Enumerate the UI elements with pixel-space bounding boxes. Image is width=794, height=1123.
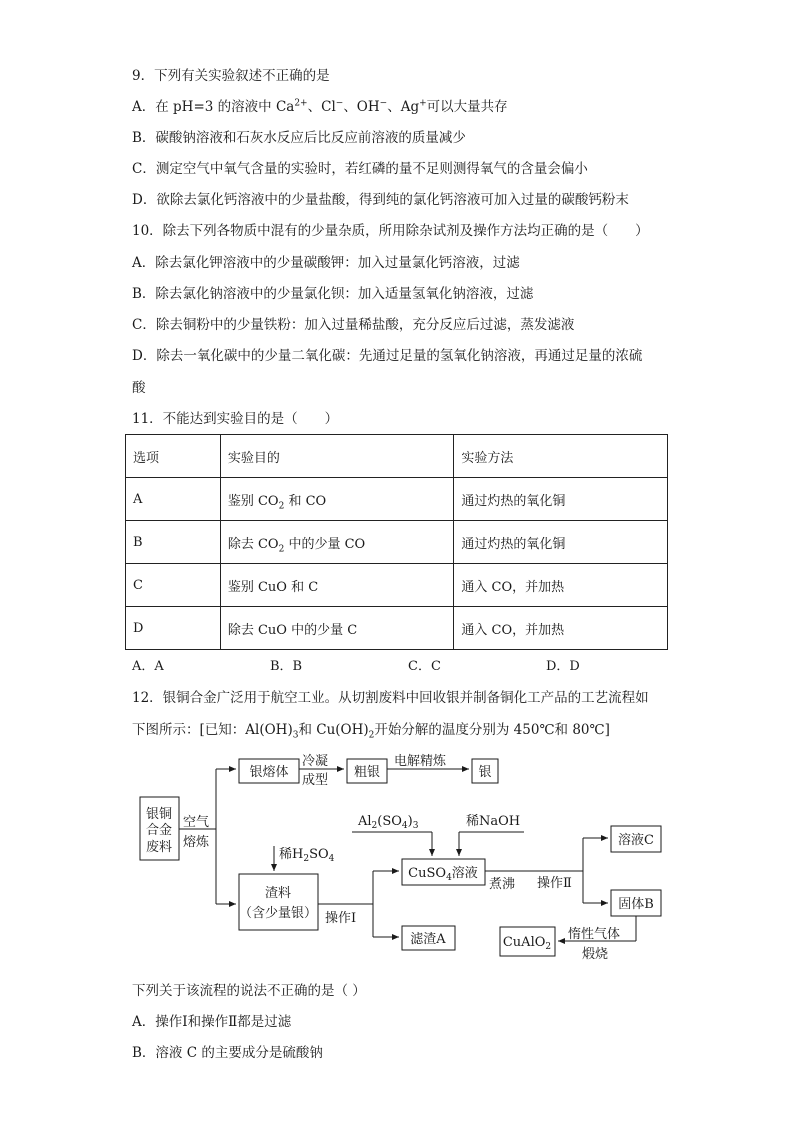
scrap-label-2: 合金 [145, 823, 173, 838]
q9-option-d: D．欲除去氯化钙溶液中的少量盐酸，得到纯的氯化钙溶液可加入过量的碳酸钙粉末 [132, 192, 629, 208]
row-option: B [126, 521, 221, 564]
row-goal: 鉴别 CuO 和 C [220, 564, 454, 607]
q11-choice-d: D．D [546, 659, 580, 674]
q9-option-a: A．在 pH=3 的溶液中 $Ca^{2+}$、Cl−、OH−、Ag+可以大量共存 [132, 98, 508, 115]
condense-label-2: 成型 [302, 773, 329, 788]
calcine-label: 煅烧 [582, 947, 609, 962]
row-method: 通入 CO，并加热 [454, 564, 668, 607]
al2so43-label: $Al_2(SO_4)_3$ [358, 814, 419, 831]
row-option: D [126, 607, 221, 650]
row-goal: 除去 $CO_2$ 中的少量 CO [220, 521, 454, 564]
row-goal: 除去 CuO 中的少量 C [220, 607, 454, 650]
silver-melt-label: 银熔体 [249, 765, 289, 780]
slag-label-1: 渣料 [264, 886, 292, 901]
q12-question: 下列关于该流程的说法不正确的是（ ） [132, 983, 366, 999]
operation-2-label: 操作Ⅱ [537, 876, 572, 891]
q10-stem: 10．除去下列各物质中混有的少量杂质，所用除杂试剂及操作方法均正确的是（ ） [132, 223, 649, 239]
electrolysis-label: 电解精炼 [394, 754, 447, 769]
q10-option-d-line1: D．除去一氧化碳中的少量二氧化碳：先通过足量的氢氧化钠溶液，再通过足量的浓硫 [132, 348, 643, 364]
q12-stem-line2: 下图所示：[已知：$Al(OH)_3$和 $Cu(OH)_2$开始分解的温度分别为 450℃和 80℃] [132, 722, 610, 741]
condense-label-1: 冷凝 [302, 754, 329, 769]
q10-option-b: B．除去氯化钠溶液中的少量氯化钡：加入适量氢氧化钠溶液，过滤 [132, 286, 534, 302]
q12-option-b: B．溶液 C 的主要成分是硫酸钠 [132, 1045, 323, 1061]
q12-stem-line1: 12．银铜合金广泛用于航空工业。从切割废料中回收银并制备铜化工产品的工艺流程如 [132, 690, 649, 706]
row-method: 通过灼热的氧化铜 [454, 478, 668, 521]
q10-option-c: C．除去铜粉中的少量铁粉：加入过量稀盐酸，充分反应后过滤，蒸发滤液 [132, 317, 575, 333]
residue-a-label: 滤渣A [410, 932, 446, 947]
inert-gas-label: 惰性气体 [568, 927, 621, 942]
q10-option-a: A．除去氯化钾溶液中的少量碳酸钾：加入过量氯化钙溶液，过滤 [132, 255, 520, 271]
q11-choice-a: A．A [132, 659, 164, 674]
q11-choice-b: B．B [270, 659, 303, 674]
cuso4-label: CuSO$_4$溶液 [408, 866, 478, 883]
row-option: C [126, 564, 221, 607]
scrap-label-1: 银铜 [145, 807, 173, 822]
header-goal: 实验目的 [220, 435, 454, 478]
q10-option-d-line2: 酸 [132, 380, 146, 396]
boil-label: 煮沸 [489, 877, 516, 892]
row-method: 通过灼热的氧化铜 [454, 521, 668, 564]
row-method: 通入 CO，并加热 [454, 607, 668, 650]
q11-stem: 11．不能达到实验目的是（ ） [132, 411, 339, 427]
scrap-label-3: 废料 [145, 840, 173, 855]
row-goal: 鉴别 $CO_2$ 和 CO [220, 478, 454, 521]
crude-silver-label: 粗银 [353, 765, 381, 780]
q12-option-a: A．操作Ⅰ和操作Ⅱ都是过滤 [132, 1014, 292, 1030]
slag-box [239, 874, 318, 930]
operation-1-label: 操作Ⅰ [325, 911, 357, 926]
air-label: 空气 [183, 815, 210, 830]
slag-label-2: （含少量银） [238, 906, 318, 921]
dilute-acid-label: 稀$H_2SO_4$ [279, 847, 335, 864]
q9-option-b: B．碳酸钠溶液和石灰水反应后比反应前溶液的质量减少 [132, 130, 466, 146]
cualo2-label: CuAlO$_2$ [502, 935, 552, 952]
silver-label: 银 [478, 765, 492, 780]
header-option: 选项 [126, 435, 221, 478]
q9-option-c: C．测定空气中氧气含量的实验时，若红磷的量不足则测得氧气的含量会偏小 [132, 161, 588, 177]
q11-choice-c: C．C [408, 659, 441, 674]
solid-b-label: 固体B [618, 897, 654, 912]
q9-stem: 9．下列有关实验叙述不正确的是 [132, 68, 330, 84]
smelt-label: 熔炼 [183, 835, 210, 850]
solution-c-label: 溶液C [618, 833, 654, 848]
header-method: 实验方法 [454, 435, 668, 478]
naoh-label: 稀NaOH [466, 814, 521, 829]
row-option: A [126, 478, 221, 521]
